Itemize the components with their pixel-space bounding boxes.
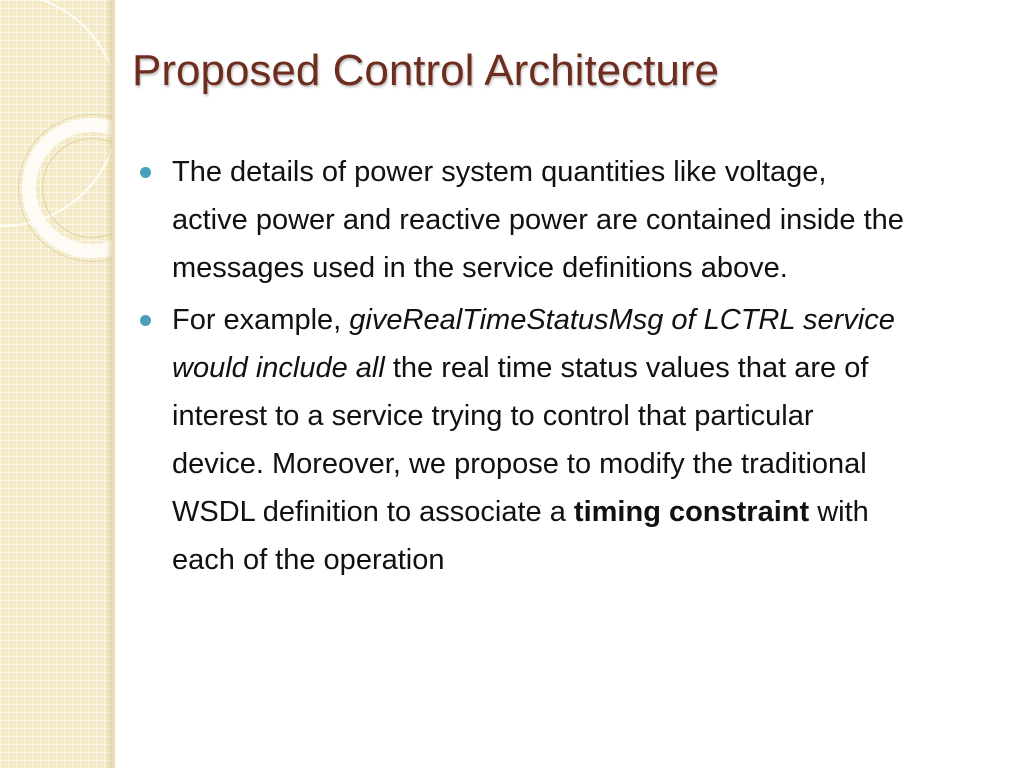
bullet-item-2 [140, 296, 910, 584]
bullet-text-1: The details of power system quantities like voltage, active power and reactive power are contained inside the messages used in the service definitions above. [172, 156, 904, 284]
side-band-edge [106, 0, 112, 768]
slide-title: Proposed Control Architecture [132, 46, 719, 95]
bullet-dot-icon [140, 167, 151, 178]
bullet-item-1 [140, 148, 910, 292]
bullet-text-2-italic: giveRealTimeStatusMsg of LCTRL service would include all [172, 304, 895, 384]
bullet-dot-icon [140, 315, 151, 326]
bullet-text-2-middle: the real time status values that are of interest to a service trying to control that particular device. Moreover, we propose to modify the traditional WSDL definition to associate a [172, 352, 869, 528]
bullet-text-2-bold: timing constraint [573, 496, 810, 528]
bullet-text-2-lead: For example, [172, 304, 350, 336]
bullet-list [140, 148, 910, 588]
decorative-side-band [0, 0, 115, 768]
bullet-text-2-tail: with each of the operation [172, 496, 869, 576]
